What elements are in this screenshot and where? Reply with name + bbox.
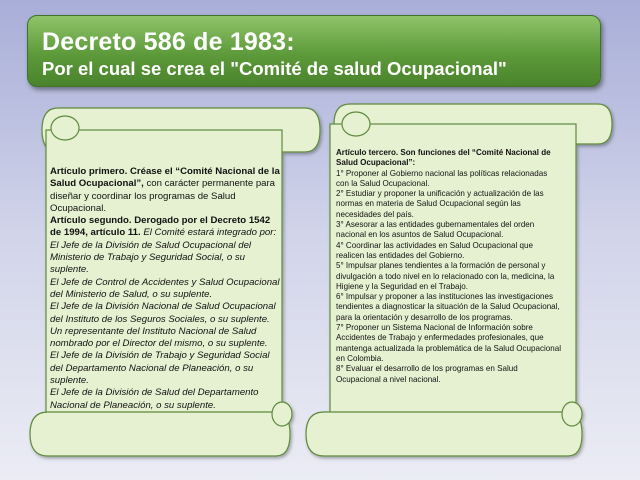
article-2 <box>50 215 280 240</box>
member-item: Un representante del Instituto Nacional de Salud nombrado por el Director del mismo, o su suplente. <box>50 325 268 350</box>
right-scroll-text <box>336 148 562 385</box>
member-item: El Jefe de la División Nacional de Salud Ocupacional del Instituto de los Seguros Sociales, o su suplente. <box>50 301 276 325</box>
member-item: El Jefe de la División de Salud del Departamento Nacional de Planeación, o su suplente. <box>50 387 259 411</box>
function-item: 8° Evaluar el desarrollo de los programas en Salud Ocupacional a nivel nacional. <box>336 364 518 384</box>
function-item: 4° Coordinar las actividades en Salud Ocupacional que realicen las entidades del Gobierno. <box>336 240 533 260</box>
member-item: El Jefe de la División de Trabajo y Seguridad Social del Departamento Nacional de Planeación, o su suplente. <box>50 350 270 387</box>
member-item: El Jefe de la División de Salud Ocupacional del Ministerio de Trabajo y Seguridad Social, o su suplente. <box>50 239 252 276</box>
member-item: El Jefe de Control de Accidentes y Salud Ocupacional del Ministerio de Salud, o su suplente. <box>50 276 280 300</box>
article-1 <box>50 166 280 215</box>
function-item: 1° Proponer al Gobierno nacional las políticas relacionadas con la Salud Ocupacional. <box>336 168 548 188</box>
right-scroll-bottom-roll <box>306 412 582 456</box>
function-item: 3° Asesorar a las entidades gubernamentales del orden nacional en los asuntos de Salud Ocupacional. <box>336 220 535 240</box>
left-scroll-text <box>50 166 280 412</box>
left-scroll-curl-top <box>51 116 79 140</box>
page-subtitle: Por el cual se crea el "Comité de salud Ocupacional" <box>42 58 507 79</box>
article-2-heading: Artículo segundo. Derogado por el Decreto 1542 de 1994, artículo 11. <box>50 215 271 239</box>
function-item: 5° Impulsar planes tendientes a la formación de personal y divulgación a todo nivel en lo relacionado con la, medicina, la Higiene y la Seguridad en el Trabajo. <box>336 261 555 291</box>
left-scroll-bottom-roll <box>30 412 290 456</box>
right-scroll-curl-top <box>342 112 370 136</box>
page-title: Decreto 586 de 1983: <box>42 28 295 56</box>
function-item: 6° Impulsar y proponer a las instituciones las investigaciones tendientes a diagnosticar la situación de la Salud Ocupacional, para la orientación y desarrollo de los programas. <box>336 292 560 322</box>
article-1-heading: Artículo primero. Créase el “Comité Nacional de la Salud Ocupacional”, <box>50 166 280 190</box>
article-3-heading <box>336 148 562 169</box>
article-1-body: con carácter permanente para diseñar y coordinar los programas de Salud Ocupacional. <box>50 178 276 214</box>
function-item: 2° Estudiar y proponer la unificación y actualización de las normas en materia de Salud Ocupacional según las necesidades del país. <box>336 189 544 219</box>
right-scroll-curl-bottom <box>562 402 582 426</box>
article-2-intro: El Comité estará integrado por: <box>140 227 277 239</box>
function-item: 7° Proponer un Sistema Nacional de Información sobre Accidentes de Trabajo y enfermedades profesionales, que mantenga actualizada la problemática de la Salud Ocupacional en Colombia. <box>336 323 562 363</box>
article-3-heading-text: Artículo tercero. Son funciones del “Comité Nacional de Salud Ocupacional”: <box>336 148 551 168</box>
